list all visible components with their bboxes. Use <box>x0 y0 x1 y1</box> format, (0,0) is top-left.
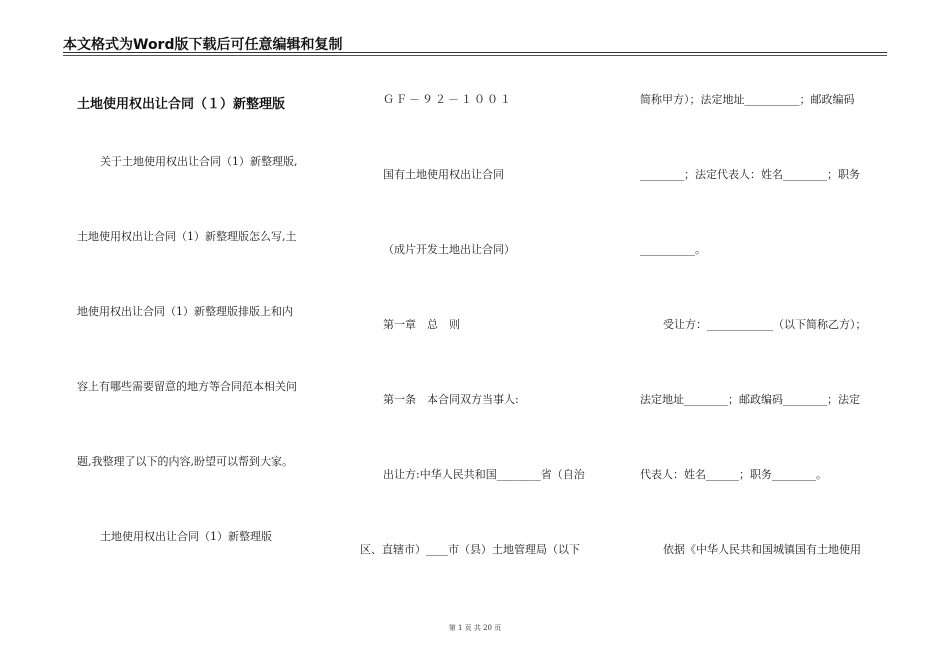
col2-line-7: 区、直辖市）____市（县）土地管理局（以下 <box>360 543 580 556</box>
col2-line-6: 出让方:中华人民共和国________省（自治 <box>383 468 585 481</box>
col1-line-2: 土地使用权出让合同（1）新整理版怎么写,土 <box>77 230 297 243</box>
col1-line-1: 关于土地使用权出让合同（1）新整理版, <box>100 155 298 168</box>
col2-line-5: 第一条 本合同双方当事人: <box>383 393 519 406</box>
col3-line-2: ________；法定代表人：姓名________；职务 <box>640 168 860 181</box>
col1-line-5: 题,我整理了以下的内容,盼望可以帮到大家。 <box>77 455 293 468</box>
col3-line-6: 代表人：姓名______；职务________。 <box>640 468 827 481</box>
col3-line-5: 法定地址________；邮政编码________；法定 <box>640 393 860 406</box>
col2-line-1: ＧＦ－９２－１００１ <box>383 93 513 106</box>
header-rule-bottom <box>63 55 887 56</box>
col1-line-4: 容上有哪些需要留意的地方等合同范本相关问 <box>77 380 297 393</box>
col2-line-2: 国有土地使用权出让合同 <box>383 168 504 181</box>
col1-line-6: 土地使用权出让合同（1）新整理版 <box>100 530 272 543</box>
page-footer: 第 1 页 共 20 页 <box>448 624 502 632</box>
document-title: 土地使用权出让合同（１）新整理版 <box>77 97 286 112</box>
header-rule-top <box>63 52 887 53</box>
col2-line-3: （成片开发土地出让合同） <box>383 243 515 256</box>
col2-line-4: 第一章 总 则 <box>383 318 460 331</box>
col3-line-7: 依据《中华人民共和国城镇国有土地使用 <box>663 543 861 556</box>
col3-line-3: __________。 <box>640 243 706 256</box>
document-header: 本文格式为Word版下载后可任意编辑和复制 <box>63 37 343 53</box>
col1-line-3: 地使用权出让合同（1）新整理版排版上和内 <box>77 305 293 318</box>
col3-line-4: 受让方：____________（以下简称乙方）； <box>663 318 867 331</box>
col3-line-1: 简称甲方）；法定地址__________；邮政编码 <box>640 93 855 106</box>
